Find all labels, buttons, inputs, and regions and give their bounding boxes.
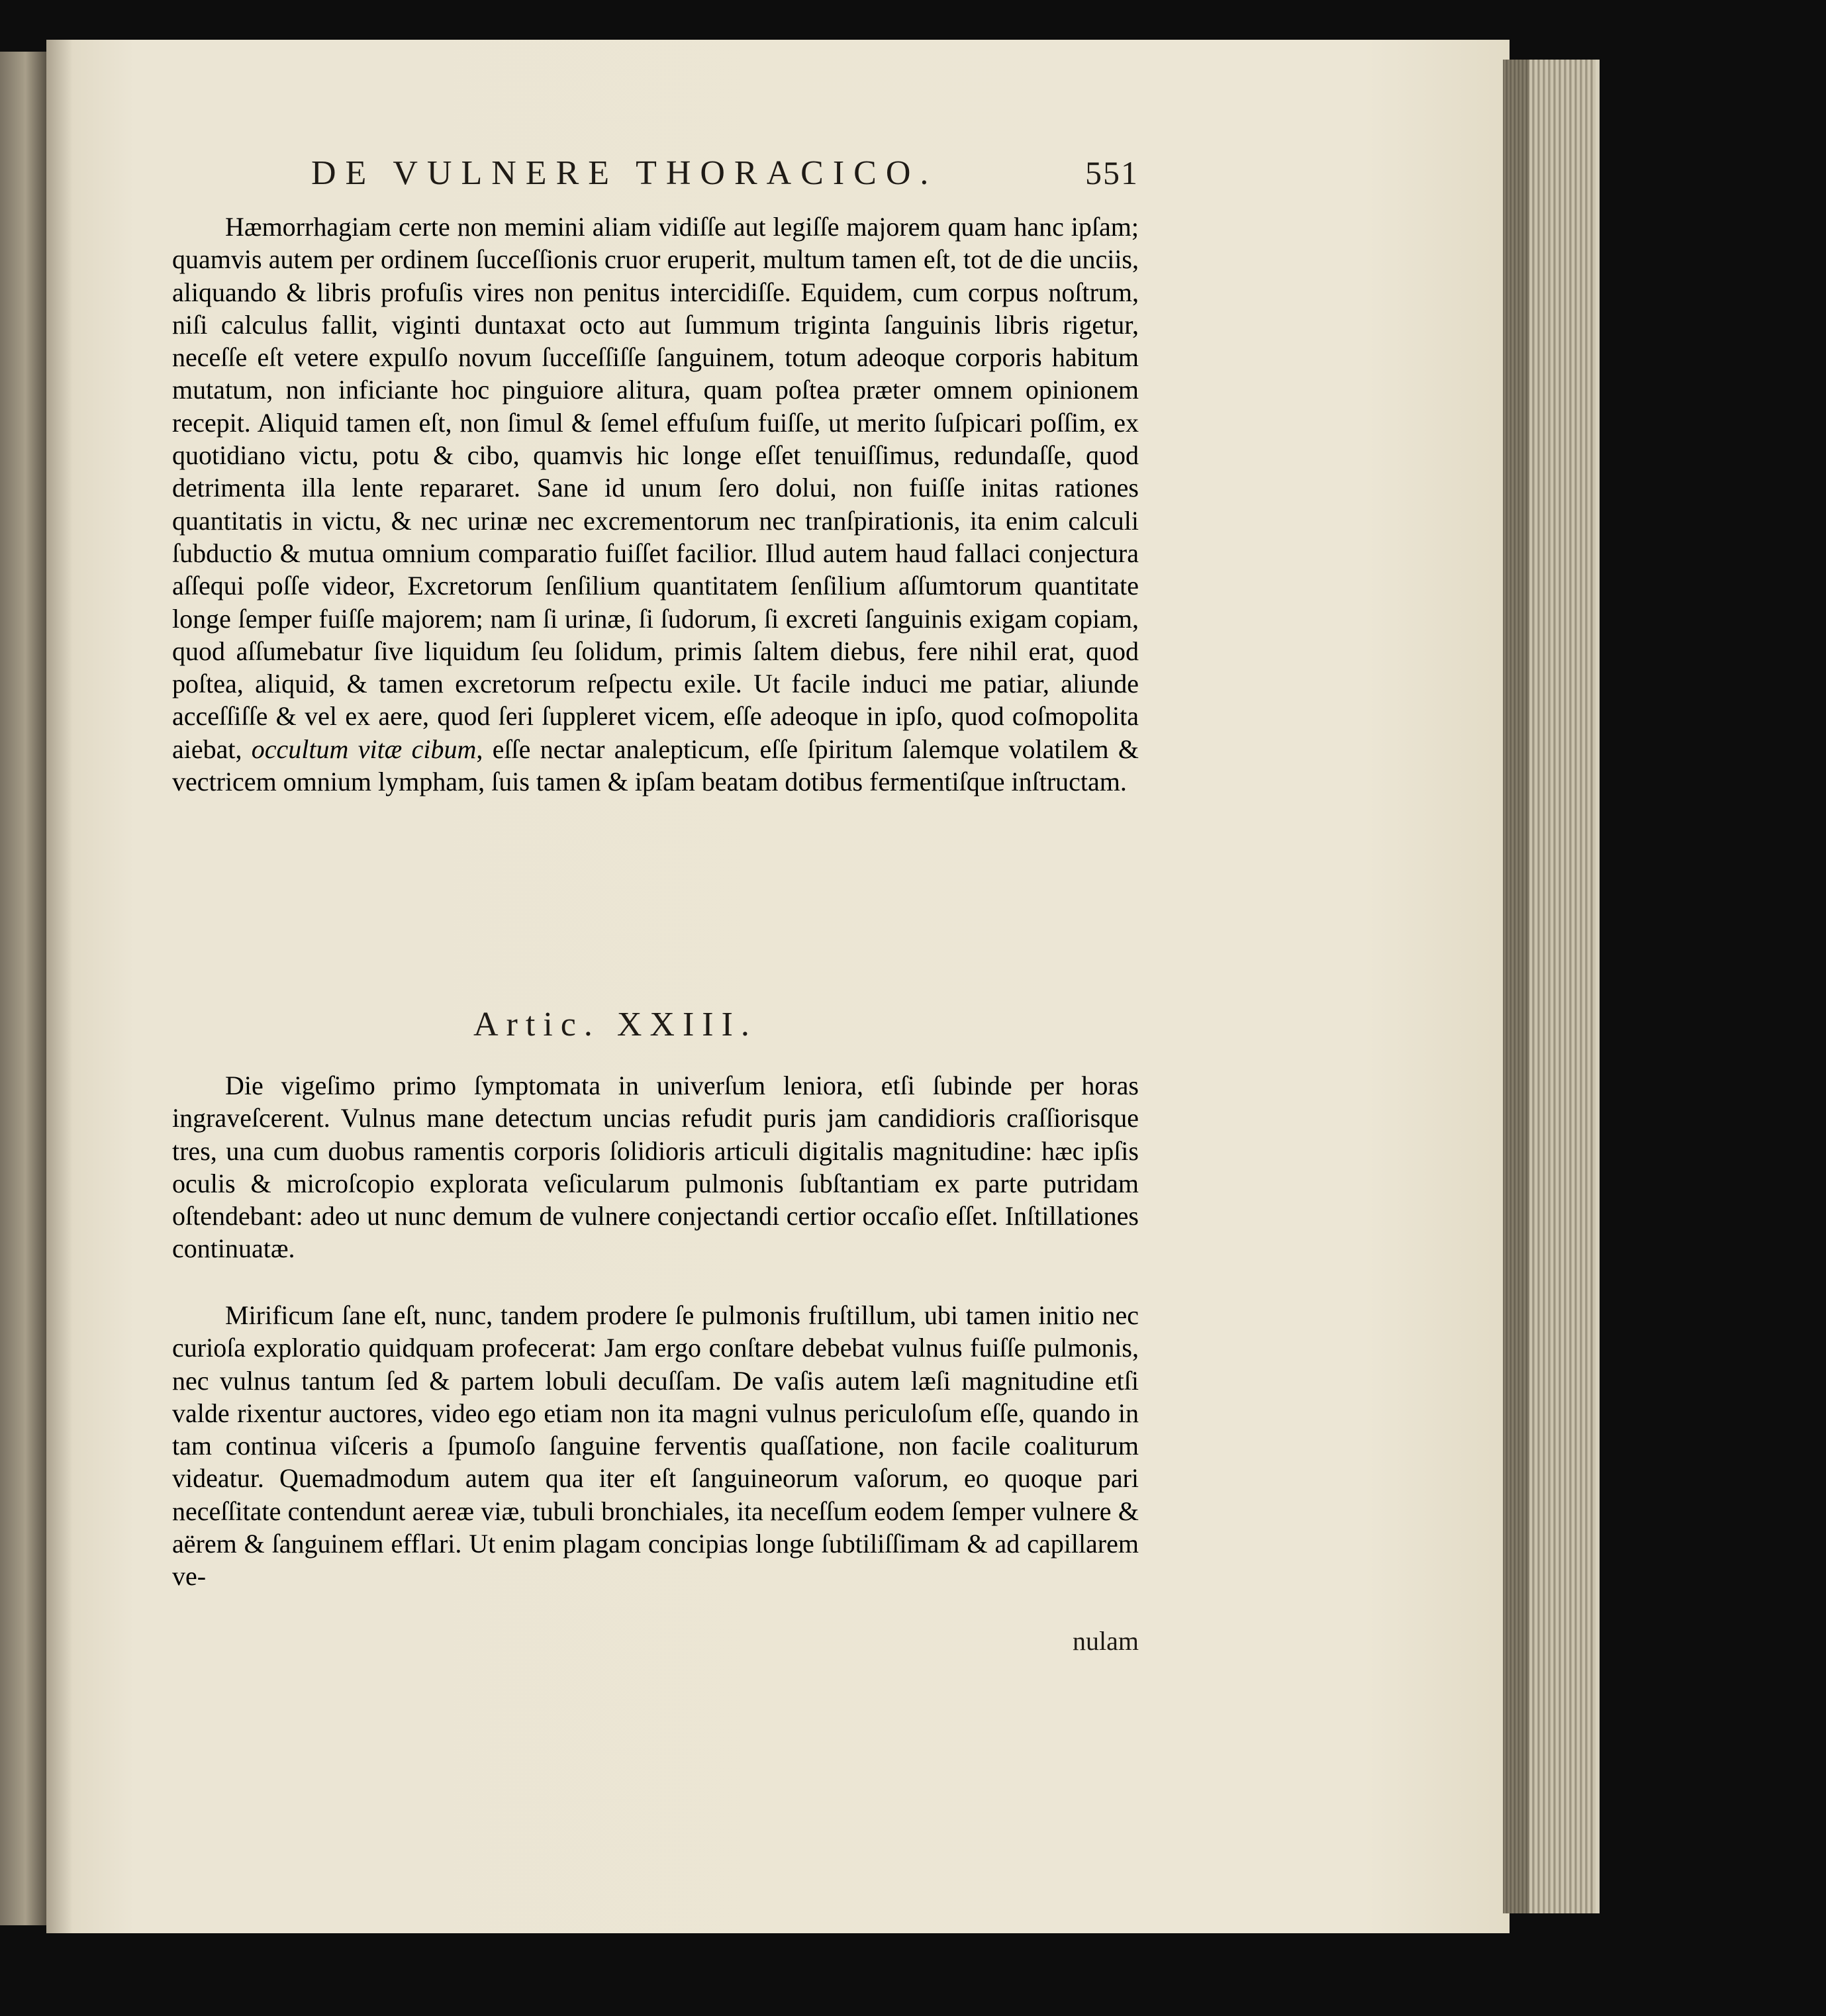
article-heading: Artic. XXIII. bbox=[473, 1006, 757, 1043]
paragraph-3 bbox=[172, 1299, 1139, 1593]
paragraph-1-end: , eſſe nectar analepticum, eſſe ſpiritum ſalemque volatilem & vectricem omnium lympham, ſuis tamen & ipſam beatam dotibus fermentiſque inſtructam. bbox=[172, 734, 1139, 797]
paragraph-2 bbox=[172, 1069, 1139, 1265]
paragraph-2-text: Die vigeſimo primo ſymptomata in univerſum leniora, etſi ſubinde per horas ingraveſcerent. Vulnus mane detectum uncias refudit puris jam candidioris craſſiorisque tres, una cum duobus ramentis corporis ſolidioris articuli digitalis magnitudine: hæc ipſis oculis & microſcopio explorata veſicularum pulmonis ſubſtantiam ex parte putridam oſtendebant: adeo ut nunc demum de vulnere conjectandi certior occaſio eſſet. Inſtillationes continuatæ. bbox=[172, 1071, 1139, 1264]
paragraph-1 bbox=[172, 211, 1139, 798]
paragraph-3-text: Mirificum ſane eſt, nunc, tandem prodere ſe pulmonis fruſtillum, ubi tamen initio nec curioſa exploratio quidquam profecerat: Jam ergo conſtare debebat vulnus fuiſſe pulmonis, nec vulnus tantum ſed & partem lobuli decuſſam. De vaſis autem læſi magnitudine etſi valde rixentur auctores, video ego etiam non ita magni vulnus periculoſum eſſe, quando in tam continua viſceris a ſpumoſo ſanguine ferventis quaſſatione, non facile coaliturum videatur. Quemadmodum autem qua iter eſt ſanguineorum vaſorum, eo quoque pari neceſſitate contendunt aereæ viæ, tubuli bronchiales, ita neceſſum eodem ſemper vulnere & aërem & ſanguinem efflari. Ut enim plagam concipias longe ſubtiliſſimam & ad capillarem ve- bbox=[172, 1300, 1139, 1592]
running-head-title: DE VULNERE THORACICO. bbox=[311, 154, 938, 192]
gutter-shadow bbox=[46, 40, 73, 1933]
paragraph-1-body: Hæmorrhagiam certe non memini aliam vidiſſe aut legiſſe majorem quam hanc ipſam; quamvis autem per ordinem ſucceſſionis cruor eruperit, multum tamen eſt, tot de die unciis, aliquando & libris profuſis vires non penitus intercidiſſe. Equidem, cum corpus noſtrum, niſi calculus fallit, viginti duntaxat octo aut ſummum triginta ſanguinis libris rigetur, neceſſe eſt vetere expulſo novum ſucceſſiſſe ſanguinem, totum adeoque corporis habitum mutatum, non inficiante hoc pinguiore alitura, quam poſtea præter omnem opinionem recepit. Aliquid tamen eſt, non ſimul & ſemel effuſum fuiſſe, ut merito ſuſpicari poſſim, ex quotidiano victu, potu & cibo, quamvis hic longe eſſet tenuiſſimus, redundaſſe, quod detrimenta illa lente repararet. Sane id unum ſero dolui, non fuiſſe initas rationes quantitatis in victu, & nec urinæ nec excrementorum nec tranſpirationis, ita enim calculi ſubductio & mutua omnium comparatio fuiſſet facilior. Illud autem haud fallaci conjectura aſſequi poſſe videor, Excretorum ſenſilium quantitatem ſenſilium aſſumtorum quantitate longe ſemper fuiſſe majorem; nam ſi urinæ, ſi ſudorum, ſi excreti ſanguinis exigam copiam, quod aſſumebatur ſive liquidum ſeu ſolidum, primis ſaltem diebus, fere nihil erat, quod poſtea, aliquid, & tamen excretorum reſpectu exile. Ut facile induci me patiar, aliunde acceſſiſſe & vel ex aere, quod ſeri ſuppleret vicem, eſſe adeoque in ipſo, quod coſmopolita aiebat, bbox=[172, 212, 1139, 764]
page-number: 551 bbox=[1085, 154, 1139, 191]
paragraph-1-italic-phrase: occultum vitæ cibum bbox=[251, 734, 477, 764]
running-head bbox=[311, 154, 1139, 201]
page-block-edges-shadow bbox=[1503, 60, 1529, 1913]
facing-page-edge bbox=[0, 52, 46, 1925]
paragraph-1-text bbox=[172, 211, 1139, 798]
catchword: nulam bbox=[1073, 1626, 1139, 1656]
